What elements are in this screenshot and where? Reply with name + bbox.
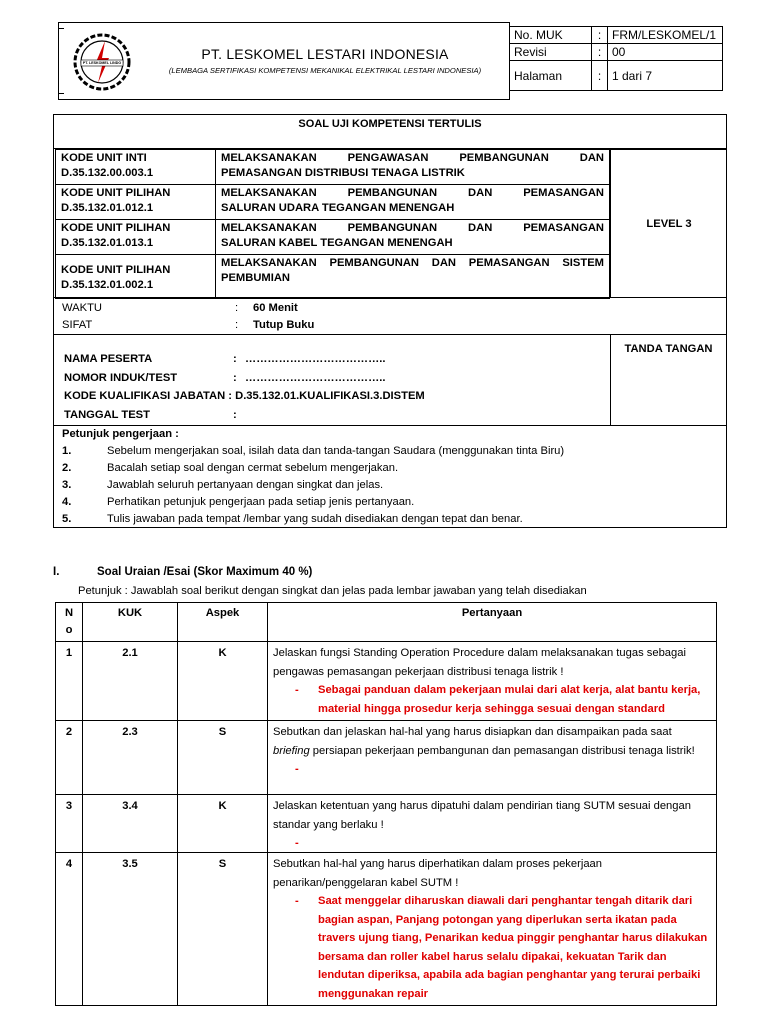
question-kuk: 3.4 (83, 795, 178, 853)
question-aspek: S (178, 853, 268, 1006)
question-kuk: 3.5 (83, 853, 178, 1006)
divider (53, 425, 727, 426)
divider (53, 297, 727, 298)
col-no: N o (56, 603, 83, 642)
company-name: PT. LESKOMEL LESTARI INDONESIA (201, 46, 449, 62)
waktu-label: WAKTU (62, 302, 102, 314)
question-text-part: persiapan pekerjaan pembangunan dan pemasangan distribusi tenaga listrik! (309, 744, 695, 757)
answer-text (273, 834, 711, 850)
doc-info-sep: : (592, 44, 608, 61)
instruction-number: 1. (62, 445, 72, 457)
unit-row (56, 220, 610, 255)
unit-code: D.35.132.00.003.1 (61, 167, 154, 179)
unit-code-label: KODE UNIT PILIHAN (61, 222, 171, 234)
unit-title-cell (216, 220, 610, 255)
sifat-colon: : (235, 319, 239, 331)
instruction-text: Bacalah setiap soal dengan cermat sebelum mengerjakan. (107, 462, 399, 474)
unit-title-line: PEMBUMIAN (221, 272, 290, 284)
doc-info-row (510, 61, 723, 91)
unit-title-line: SALURAN KABEL TEGANGAN MENENGAH (221, 237, 453, 249)
tanggal-colon: : (233, 409, 237, 421)
col-kuk: KUK (83, 603, 178, 642)
answer-text (273, 681, 711, 718)
section-number: I. (53, 566, 60, 578)
doc-info-value: 00 (608, 44, 723, 61)
question-cell (268, 642, 717, 721)
question-table (55, 602, 717, 1006)
question-cell (268, 721, 717, 795)
col-aspek: Aspek (178, 603, 268, 642)
unit-table (55, 149, 610, 299)
unit-title-line: MELAKSANAKAN PEMBANGUNAN DAN PEMASANGAN (221, 187, 604, 199)
instruction-item (62, 443, 722, 460)
answer-dash: - (295, 895, 299, 907)
question-text (273, 723, 711, 760)
question-no: 2 (56, 721, 83, 795)
question-kuk: 2.1 (83, 642, 178, 721)
question-text: Jelaskan fungsi Standing Operation Procedure dalam melaksanakan tugas sebagai pengawas pemasangan pekerjaan distribusi tenaga listrik ! (273, 647, 686, 678)
sifat-value: Tutup Buku (253, 319, 315, 331)
doc-info-sep: : (592, 27, 608, 44)
question-text: Sebutkan hal-hal yang harus diperhatikan dalam proses pekerjaan penarikan/penggelaran kabel SUTM ! (273, 858, 602, 889)
unit-code-cell (56, 255, 216, 299)
instruction-item (62, 477, 722, 494)
unit-title-line: MELAKSANAKAN PEMBANGUNAN DAN PEMASANGAN SISTEM (221, 257, 604, 269)
question-text-italic: briefing (273, 744, 310, 757)
nomor-colon: : (233, 372, 237, 384)
question-cell (268, 853, 717, 1006)
answer-content: Sebagai panduan dalam pekerjaan mulai dari alat kerja, alat bantu kerja, material hingga prosedur kerja sehingga sesuai dengan standard (318, 684, 701, 715)
question-aspek: S (178, 721, 268, 795)
nama-field[interactable]: ……………………………….. (245, 353, 386, 365)
unit-title-line: MELAKSANAKAN PEMBANGUNAN DAN PEMASANGAN (221, 222, 604, 234)
question-header-row (56, 603, 717, 642)
doc-info-row (510, 44, 723, 61)
instruction-text: Perhatikan petunjuk pengerjaan pada setiap jenis pertanyaan. (107, 496, 415, 508)
instruction-text: Tulis jawaban pada tempat /lembar yang sudah disediakan dengan tepat dan benar. (107, 513, 523, 525)
unit-code: D.35.132.01.002.1 (61, 279, 154, 291)
section-title (53, 566, 312, 578)
question-row (56, 795, 717, 853)
question-no: 3 (56, 795, 83, 853)
col-pertanyaan: Pertanyaan (268, 603, 717, 642)
instruction-item (62, 511, 722, 528)
doc-info-value: FRM/LESKOMEL/1 (608, 27, 723, 44)
doc-info-value: 1 dari 7 (608, 61, 723, 91)
document-info-table (509, 26, 723, 91)
section-instructions: Petunjuk : Jawablah soal berikut dengan singkat dan jelas pada lembar jawaban yang telah disediakan (78, 585, 587, 597)
question-text-part: Sebutkan dan jelaskan hal-hal yang harus disiapkan dan disampaikan pada saat (273, 726, 672, 738)
answer-text (273, 892, 711, 1003)
question-no: 4 (56, 853, 83, 1006)
instruction-number: 5. (62, 513, 72, 525)
unit-code-cell (56, 150, 216, 185)
logo-text: PT. LESKOMEL LINDO (82, 61, 122, 65)
unit-title-line: PEMASANGAN DISTRIBUSI TENAGA LISTRIK (221, 167, 465, 179)
unit-title-line: SALURAN UDARA TEGANGAN MENENGAH (221, 202, 455, 214)
answer-dash: - (295, 684, 299, 696)
doc-info-sep: : (592, 61, 608, 91)
question-kuk: 2.3 (83, 721, 178, 795)
unit-title-line: MELAKSANAKAN PENGAWASAN PEMBANGUNAN DAN (221, 152, 604, 164)
sifat-label: SIFAT (62, 319, 93, 331)
question-aspek: K (178, 795, 268, 853)
answer-content: Saat menggelar diharuskan diawali dari penghantar tengah ditarik dari bagian aspan, Panjang potongan yang diperlukan serta ikatan pada travers ujung tiang, Penarikan kedua pinggir penghantar harus dilakukan bersama dan roller kabel harus selalu dipakai, kekuatan Tarik dan lendutan diperiksa, apabila ada bagian penghantar yang terurai perbaiki menggunakan repair (318, 895, 708, 1000)
instruction-number: 2. (62, 462, 72, 474)
signature-label: TANDA TANGAN (624, 343, 713, 355)
divider (53, 334, 727, 335)
company-subtitle: (LEMBAGA SERTIFIKASI KOMPETENSI MEKANIKAL ELEKTRIKAL LESTARI INDONESIA) (168, 66, 482, 75)
instructions-title: Petunjuk pengerjaan : (62, 428, 179, 440)
instruction-number: 4. (62, 496, 72, 508)
waktu-colon: : (235, 302, 239, 314)
instruction-item (62, 494, 722, 511)
doc-info-label: Revisi (510, 44, 592, 61)
answer-dash: - (295, 837, 299, 849)
unit-code-label: KODE UNIT INTI (61, 152, 147, 164)
unit-title-cell (216, 150, 610, 185)
question-text: Jelaskan ketentuan yang harus dipatuhi dalam pendirian tiang SUTM sesuai dengan standar yang berlaku ! (273, 800, 691, 831)
question-row (56, 721, 717, 795)
instruction-item (62, 460, 722, 477)
kualifikasi-text: KODE KUALIFIKASI JABATAN : D.35.132.01.KUALIFIKASI.3.DISTEM (64, 390, 425, 402)
nomor-field[interactable]: ……………………………….. (245, 372, 386, 384)
unit-code: D.35.132.01.013.1 (61, 237, 154, 249)
unit-title-cell (216, 185, 610, 220)
tanggal-label: TANGGAL TEST (64, 409, 150, 421)
instruction-text: Sebelum mengerjakan soal, isilah data dan tanda-tangan Saudara (menggunakan tinta Biru) (107, 445, 565, 457)
nama-label: NAMA PESERTA (64, 353, 153, 365)
unit-code-label: KODE UNIT PILIHAN (61, 264, 171, 276)
doc-info-label: No. MUK (510, 27, 592, 44)
question-aspek: K (178, 642, 268, 721)
unit-row (56, 185, 610, 220)
exam-title: SOAL UJI KOMPETENSI TERTULIS (298, 118, 482, 130)
answer-dash: - (295, 763, 299, 775)
question-row (56, 853, 717, 1006)
waktu-value: 60 Menit (253, 302, 298, 314)
answer-text (273, 760, 711, 776)
instruction-list (62, 443, 722, 528)
question-cell (268, 795, 717, 853)
section-title-text: Soal Uraian /Esai (Skor Maximum 40 %) (97, 566, 313, 578)
doc-info-label: Halaman (510, 61, 592, 91)
company-logo (72, 32, 132, 92)
unit-code-cell (56, 185, 216, 220)
unit-row (56, 150, 610, 185)
doc-info-row (510, 27, 723, 44)
unit-code-cell (56, 220, 216, 255)
unit-code: D.35.132.01.012.1 (61, 202, 154, 214)
instruction-number: 3. (62, 479, 72, 491)
nomor-label: NOMOR INDUK/TEST (64, 372, 178, 384)
level-cell: LEVEL 3 (610, 149, 727, 297)
instruction-text: Jawablah seluruh pertanyaan dengan singkat dan jelas. (107, 479, 384, 491)
nama-colon: : (233, 353, 237, 365)
unit-title-cell (216, 255, 610, 299)
question-row (56, 642, 717, 721)
question-no: 1 (56, 642, 83, 721)
unit-row (56, 255, 610, 299)
unit-code-label: KODE UNIT PILIHAN (61, 187, 171, 199)
